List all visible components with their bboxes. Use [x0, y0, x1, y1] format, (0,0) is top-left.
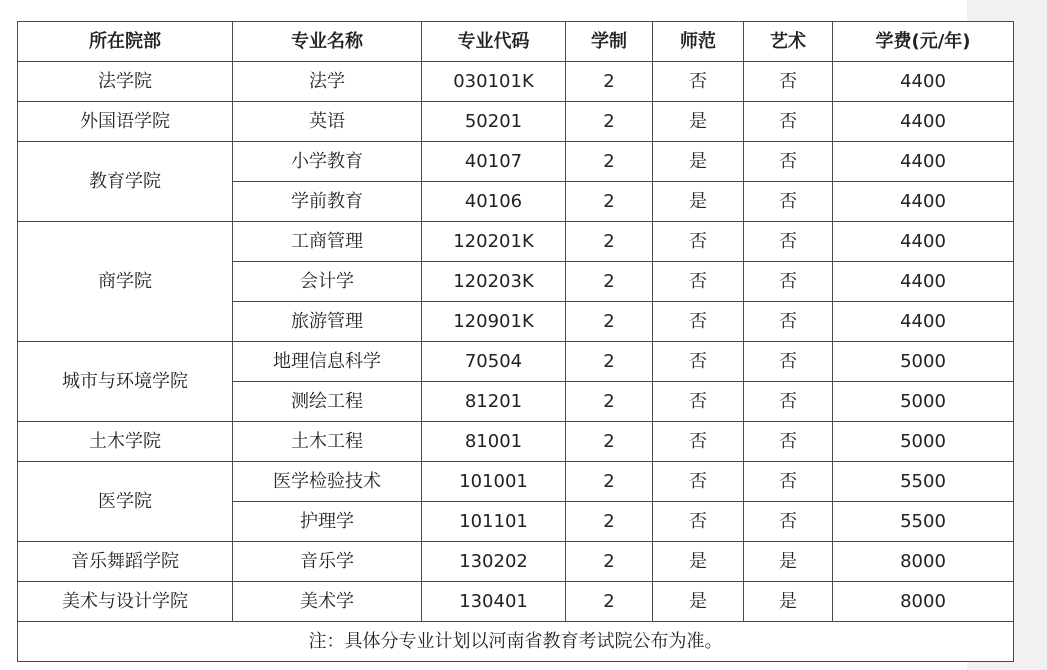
- header-art: 艺术: [744, 22, 833, 62]
- fee-cell: 4400: [833, 62, 1014, 102]
- table-body: [18, 62, 1014, 622]
- code-cell: 030101K: [422, 62, 566, 102]
- table-row: [18, 342, 1014, 382]
- years-cell: 2: [566, 182, 653, 222]
- code-cell: 81001: [422, 422, 566, 462]
- art-cell: 否: [744, 462, 833, 502]
- table-row: [18, 222, 1014, 262]
- art-cell: 否: [744, 262, 833, 302]
- years-cell: 2: [566, 102, 653, 142]
- code-cell: 101101: [422, 502, 566, 542]
- normal-cell: 否: [653, 222, 744, 262]
- table-row: [18, 62, 1014, 102]
- header-row: [18, 22, 1014, 62]
- major-cell: 土木工程: [233, 422, 422, 462]
- code-cell: 120901K: [422, 302, 566, 342]
- major-cell: 小学教育: [233, 142, 422, 182]
- art-cell: 否: [744, 102, 833, 142]
- dept-cell: 城市与环境学院: [18, 342, 233, 422]
- normal-cell: 是: [653, 542, 744, 582]
- table-note: 注：具体分专业计划以河南省教育考试院公布为准。: [18, 622, 1014, 662]
- major-cell: 法学: [233, 62, 422, 102]
- table-row: [18, 102, 1014, 142]
- years-cell: 2: [566, 582, 653, 622]
- art-cell: 是: [744, 542, 833, 582]
- fee-cell: 5500: [833, 462, 1014, 502]
- art-cell: 否: [744, 502, 833, 542]
- years-cell: 2: [566, 62, 653, 102]
- normal-cell: 否: [653, 422, 744, 462]
- years-cell: 2: [566, 262, 653, 302]
- years-cell: 2: [566, 342, 653, 382]
- art-cell: 否: [744, 382, 833, 422]
- normal-cell: 否: [653, 502, 744, 542]
- fee-cell: 8000: [833, 542, 1014, 582]
- years-cell: 2: [566, 502, 653, 542]
- header-dept: 所在院部: [18, 22, 233, 62]
- table-row: [18, 142, 1014, 182]
- dept-cell: 音乐舞蹈学院: [18, 542, 233, 582]
- fee-cell: 4400: [833, 262, 1014, 302]
- normal-cell: 否: [653, 262, 744, 302]
- art-cell: 否: [744, 182, 833, 222]
- major-cell: 会计学: [233, 262, 422, 302]
- art-cell: 是: [744, 582, 833, 622]
- fee-cell: 5000: [833, 342, 1014, 382]
- header-years: 学制: [566, 22, 653, 62]
- major-cell: 地理信息科学: [233, 342, 422, 382]
- normal-cell: 否: [653, 382, 744, 422]
- code-cell: 81201: [422, 382, 566, 422]
- code-cell: 50201: [422, 102, 566, 142]
- major-cell: 音乐学: [233, 542, 422, 582]
- table-row: [18, 462, 1014, 502]
- years-cell: 2: [566, 542, 653, 582]
- normal-cell: 是: [653, 142, 744, 182]
- fee-cell: 4400: [833, 222, 1014, 262]
- header-normal: 师范: [653, 22, 744, 62]
- art-cell: 否: [744, 302, 833, 342]
- code-cell: 40106: [422, 182, 566, 222]
- art-cell: 否: [744, 222, 833, 262]
- table-row: [18, 542, 1014, 582]
- years-cell: 2: [566, 422, 653, 462]
- header-code: 专业代码: [422, 22, 566, 62]
- fee-cell: 4400: [833, 302, 1014, 342]
- years-cell: 2: [566, 462, 653, 502]
- fee-cell: 5000: [833, 422, 1014, 462]
- normal-cell: 是: [653, 182, 744, 222]
- dept-cell: 土木学院: [18, 422, 233, 462]
- fee-cell: 8000: [833, 582, 1014, 622]
- art-cell: 否: [744, 422, 833, 462]
- code-cell: 130202: [422, 542, 566, 582]
- normal-cell: 是: [653, 102, 744, 142]
- normal-cell: 否: [653, 62, 744, 102]
- major-cell: 工商管理: [233, 222, 422, 262]
- major-cell: 美术学: [233, 582, 422, 622]
- header-fee: 学费(元/年): [833, 22, 1014, 62]
- art-cell: 否: [744, 142, 833, 182]
- fee-cell: 4400: [833, 142, 1014, 182]
- code-cell: 40107: [422, 142, 566, 182]
- dept-cell: 医学院: [18, 462, 233, 542]
- code-cell: 120203K: [422, 262, 566, 302]
- normal-cell: 否: [653, 302, 744, 342]
- code-cell: 120201K: [422, 222, 566, 262]
- note-row: [18, 622, 1014, 662]
- major-cell: 医学检验技术: [233, 462, 422, 502]
- fee-cell: 4400: [833, 182, 1014, 222]
- major-cell: 学前教育: [233, 182, 422, 222]
- majors-fee-table: [17, 21, 1014, 662]
- dept-cell: 法学院: [18, 62, 233, 102]
- art-cell: 否: [744, 62, 833, 102]
- normal-cell: 否: [653, 462, 744, 502]
- major-cell: 测绘工程: [233, 382, 422, 422]
- code-cell: 101001: [422, 462, 566, 502]
- major-cell: 英语: [233, 102, 422, 142]
- dept-cell: 美术与设计学院: [18, 582, 233, 622]
- major-cell: 旅游管理: [233, 302, 422, 342]
- fee-cell: 5000: [833, 382, 1014, 422]
- normal-cell: 否: [653, 342, 744, 382]
- art-cell: 否: [744, 342, 833, 382]
- normal-cell: 是: [653, 582, 744, 622]
- table-row: [18, 582, 1014, 622]
- fee-cell: 5500: [833, 502, 1014, 542]
- years-cell: 2: [566, 382, 653, 422]
- code-cell: 130401: [422, 582, 566, 622]
- years-cell: 2: [566, 222, 653, 262]
- fee-cell: 4400: [833, 102, 1014, 142]
- header-major: 专业名称: [233, 22, 422, 62]
- code-cell: 70504: [422, 342, 566, 382]
- dept-cell: 外国语学院: [18, 102, 233, 142]
- major-cell: 护理学: [233, 502, 422, 542]
- years-cell: 2: [566, 302, 653, 342]
- table-row: [18, 422, 1014, 462]
- dept-cell: 教育学院: [18, 142, 233, 222]
- dept-cell: 商学院: [18, 222, 233, 342]
- years-cell: 2: [566, 142, 653, 182]
